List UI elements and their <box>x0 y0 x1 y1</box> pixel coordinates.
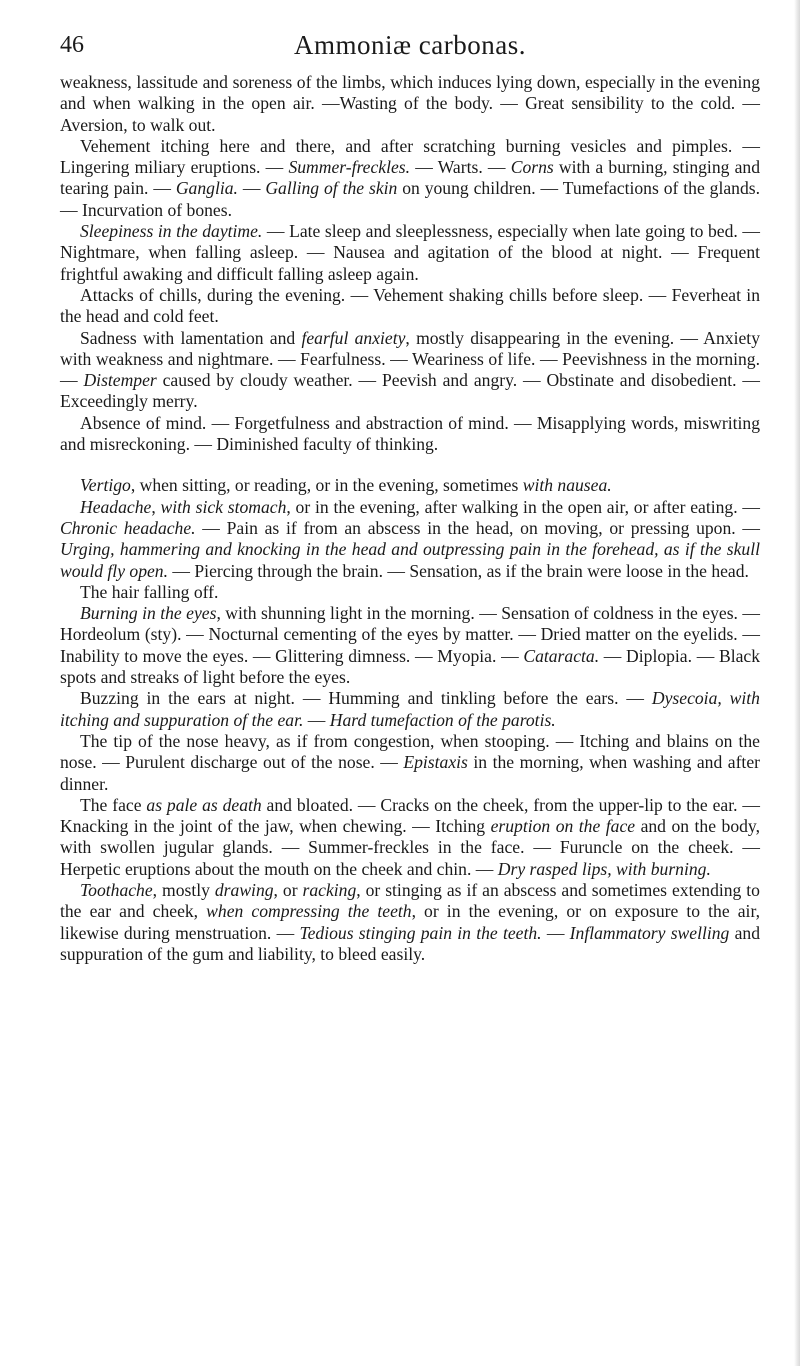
body-text <box>60 72 760 965</box>
paragraph <box>60 72 760 136</box>
page-edge-shadow <box>794 0 800 1366</box>
italic-text: Urging, hammering and knocking in the head and outpressing pain in the forehead, as if the skull would fly open. <box>60 539 760 581</box>
italic-text: Distemper <box>83 370 157 391</box>
text-run: — Diplopia. — Black spots and streaks of light before the eyes. <box>60 645 760 688</box>
page-header <box>60 30 760 70</box>
paragraph <box>60 795 760 880</box>
text-run: Attacks of chills, during the evening. — Vehement shaking chills before sleep. — Feverheat in the head and cold feet. <box>60 284 760 327</box>
paragraph <box>60 285 760 328</box>
text-run: , with shunning light in the morning. — Sensation of coldness in the eyes. — Hordeolum (sty). — Nocturnal cementing of the eyes by matter. — Dried matter on the eyelids. — Inability to move the eyes. — Glittering dimness. — Myopia. — <box>60 603 760 666</box>
text-run: Buzzing in the ears at night. — Humming and tinkling before the ears. — <box>80 688 652 709</box>
text-run: on young children. — Tumefactions of the glands. — Incurvation of bones. <box>60 178 761 220</box>
text-run: with a burning, stinging and tearing pain. — <box>60 157 761 199</box>
italic-text: Chronic headache. <box>60 517 196 538</box>
italic-text: fearful anxiety <box>301 327 406 348</box>
text-run: — Pain as if from an abscess in the head, on moving, or pressing upon. — <box>195 517 760 538</box>
text-run: The face <box>80 794 147 815</box>
italic-text: Epistaxis <box>403 752 468 773</box>
italic-text: with nausea. <box>522 475 612 496</box>
text-run: in the morning, when washing and after dinner. <box>60 752 760 794</box>
italic-text: Inflammatory swelling <box>569 922 730 943</box>
text-run: , or <box>273 879 303 900</box>
italic-text: Galling of the skin <box>265 178 398 199</box>
italic-text: racking <box>302 879 357 900</box>
text-run: and suppuration of the gum and liability, to bleed easily. <box>60 922 761 964</box>
italic-text: Dry rasped lips, with burning. <box>497 858 711 879</box>
italic-text: eruption on the face <box>490 816 636 837</box>
paragraph <box>60 497 760 582</box>
text-run: Vehement itching here and there, and after scratching burning vesicles and pimples. — Lingering miliary eruptions. — <box>60 135 760 178</box>
text-run: — Late sleep and sleeplessness, especially when late going to bed. — Nightmare, when falling asleep. — Nausea and agitation of the blood at night. — Frequent frightful awaking and difficult falling asleep again. <box>60 221 760 284</box>
running-title: Ammoniæ carbonas. <box>294 30 526 60</box>
paragraph <box>60 136 760 221</box>
italic-text: Burning in the eyes <box>80 603 217 624</box>
paragraph <box>60 328 760 413</box>
text-run: — <box>303 709 330 730</box>
paragraph <box>60 413 760 456</box>
italic-text: Cataracta. <box>523 645 600 666</box>
text-run: The tip of the nose heavy, as if from congestion, when stooping. — Itching and blains on the nose. — Purulent discharge out of the nose. — <box>60 730 760 773</box>
paragraph <box>60 880 760 965</box>
italic-text: Tedious stinging pain in the teeth. <box>299 922 542 943</box>
paragraph <box>60 603 760 688</box>
italic-text: Ganglia. <box>175 178 238 199</box>
italic-text: Sleepiness in the daytime. <box>80 221 263 242</box>
text-run: , <box>151 496 161 517</box>
text-run: , mostly <box>152 879 215 900</box>
text-run: and on the body, with swollen jugular glands. — Summer-freckles in the face. — Furuncle on the cheek. — Herpetic eruptions about the mouth on the cheek and chin. — <box>60 816 760 879</box>
text-run: The hair falling off. <box>80 581 219 602</box>
paragraph <box>60 475 760 496</box>
paragraph <box>60 221 760 285</box>
text-run: , mostly disappearing in the evening. — Anxiety with weakness and nightmare. — Fearfulness. — Weariness of life. — Peevishness in the morning. — <box>60 327 760 391</box>
italic-text: Summer-freckles. <box>288 157 411 178</box>
paragraph <box>60 688 760 731</box>
text-run: Absence of mind. — Forgetfulness and abstraction of mind. — Misapplying words, miswriting and misreckoning. — Diminished faculty of thinking. <box>60 412 760 455</box>
page-number: 46 <box>60 32 84 58</box>
text-run: , or stinging as if an abscess and sometimes extending to the ear and cheek, <box>60 879 760 922</box>
text-run: , or in the evening, or on exposure to the air, likewise during menstruation. — <box>60 901 761 943</box>
italic-text: Corns <box>510 157 554 178</box>
italic-text: Dysecoia, with itching and suppuration of the ear. <box>60 688 760 730</box>
text-run: weakness, lassitude and soreness of the limbs, which induces lying down, especially in the evening and when walking in the open air. —Wasting of the body. — Great sensibility to the cold. — Aversion, to walk out. <box>60 72 760 135</box>
text-run: — <box>541 922 570 943</box>
italic-text: when compressing the teeth <box>206 901 412 922</box>
italic-text: Hard tumefaction of the parotis. <box>329 709 556 730</box>
italic-text: Vertigo <box>80 475 131 496</box>
italic-text: as pale as death <box>146 794 262 815</box>
text-run: , when sitting, or reading, or in the evening, sometimes <box>130 475 523 496</box>
text-run: — Piercing through the brain. — Sensation, as if the brain were loose in the head. <box>168 560 749 581</box>
text-run: Sadness with lamentation and <box>80 327 302 348</box>
italic-text: with sick stomach <box>160 496 287 517</box>
text-run: — <box>237 178 266 199</box>
paragraph <box>60 582 760 603</box>
italic-text: Headache <box>80 496 152 517</box>
italic-text: Toothache <box>80 879 153 900</box>
text-run: caused by cloudy weather. — Peevish and angry. — Obstinate and disobedient. — Exceedingly merry. <box>60 370 761 412</box>
text-run: , or in the evening, after walking in the open air, or after eating. — <box>286 496 760 517</box>
text-run: — Warts. — <box>410 157 511 178</box>
paragraph <box>60 731 760 795</box>
text-run: and bloated. — Cracks on the cheek, from the upper-lip to the ear. — Knacking in the joint of the jaw, when chewing. — Itching <box>60 794 760 837</box>
italic-text: drawing <box>214 879 274 900</box>
